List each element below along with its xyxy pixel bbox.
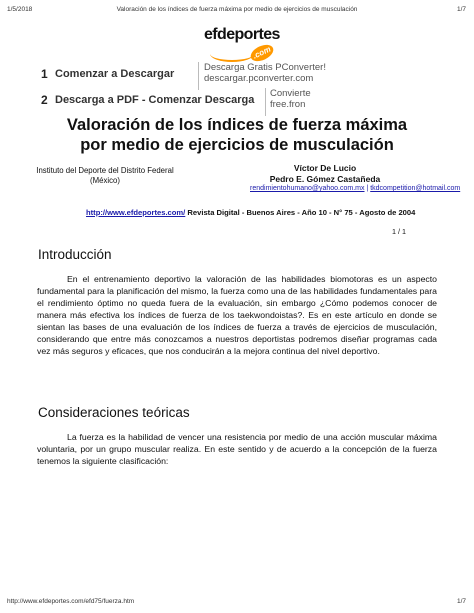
publication-line xyxy=(86,208,415,217)
ad-1-description[interactable] xyxy=(204,62,326,84)
ad-1-link[interactable]: Comenzar a Descargar xyxy=(55,68,175,80)
ad-1-divider xyxy=(198,62,199,90)
institution-name: Instituto del Deporte del Distrito Federal xyxy=(36,166,174,175)
section-heading-introduccion: Introducción xyxy=(38,247,112,262)
logo-wordmark: efdeportes xyxy=(204,26,280,43)
publication-info: Revista Digital - Buenos Aires - Año 10 - N° 75 - Agosto de 2004 xyxy=(185,208,416,217)
author-1: Víctor De Lucio xyxy=(293,163,357,173)
institution xyxy=(30,166,180,186)
institution-country: (México) xyxy=(90,176,120,185)
ad-1-desc-line1: Descarga Gratis PConverter! xyxy=(204,62,326,73)
ad-2-desc-line1: Convierte xyxy=(270,88,311,99)
logo-badge: .com xyxy=(248,42,276,65)
article-title-line1: Valoración de los índices de fuerza máxima xyxy=(66,116,408,134)
print-page-number: 1/7 xyxy=(456,6,466,13)
email-link-1[interactable]: rendimientohumano@yahoo.com.mx xyxy=(250,185,365,192)
email-separator: | xyxy=(364,185,371,192)
ad-2-description[interactable] xyxy=(270,88,311,110)
print-title: Valoración de los índices de fuerza máxima por medio de ejercicios de musculación xyxy=(116,6,358,13)
article-page-count: 1 / 1 xyxy=(392,227,406,236)
print-url: http://www.efdeportes.com/efd75/fuerza.htm xyxy=(7,598,135,605)
site-link[interactable]: http://www.efdeportes.com/ xyxy=(86,208,186,217)
email-link-2[interactable]: tkdcompetition@hotmail.com xyxy=(370,185,461,192)
ad-2-number: 2 xyxy=(41,93,48,107)
section-paragraph-consideraciones xyxy=(37,431,437,467)
ad-2-desc-line2: free.fron xyxy=(270,99,306,110)
author-emails xyxy=(250,185,460,192)
ad-2-link[interactable]: Descarga a PDF - Comenzar Descarga xyxy=(55,94,255,106)
print-footer-page: 1/7 xyxy=(456,598,466,605)
logo-swoosh-icon xyxy=(210,46,254,62)
print-date: 1/5/2018 xyxy=(7,6,33,13)
ad-1-number: 1 xyxy=(41,67,48,81)
article-title xyxy=(36,115,438,155)
section-heading-consideraciones: Consideraciones teóricas xyxy=(38,405,190,420)
ad-1-desc-line2: descargar.pconverter.com xyxy=(204,73,314,84)
section-paragraph-introduccion xyxy=(37,273,437,357)
article-title-line2: por medio de ejercicios de musculación xyxy=(80,136,394,154)
author-2: Pedro E. Gómez Castañeda xyxy=(269,174,381,184)
paragraph-text: En el entrenamiento deportivo la valoración de las habilidades biomotoras es un aspecto fundamental para la planificación del mismo, la fuerza como una de las habilidades fundamentales para el rendimiento óptimo no queda fuera de la evaluación, sin embargo ¿Cómo podemos conocer de manera más efectiva los índices de fuerza de los taekwondoistas?. Es en este artículo en donde se sientan las bases de una evaluación de los índices de fuerza a través de ejercicios de musculación, considerando que entre más conozcamos a nuestros deportistas podremos diseñar programas cada vez más seguros y eficaces, que nos conducirán a la mejora continua del nivel deportivo. xyxy=(37,274,437,356)
paragraph-text: La fuerza es la habilidad de vencer una resistencia por medio de una acción muscular máxima voluntaria, por un grupo muscular realiza. En este sentido y de acuerdo a la concepción de la fuerza tenemos la siguiente clasificación: xyxy=(37,432,437,466)
ad-2-divider xyxy=(265,88,266,116)
